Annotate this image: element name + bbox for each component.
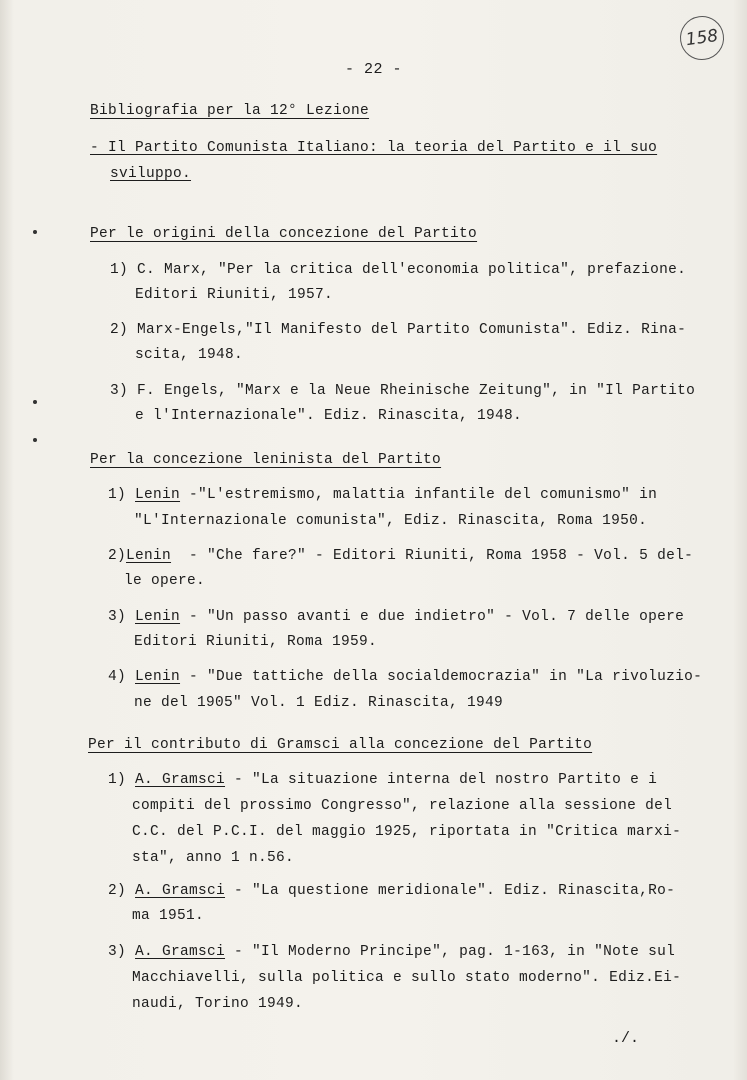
margin-mark (33, 438, 37, 442)
bibliography-item: 2)Lenin - "Che fare?" - Editori Riuniti, Roma 1958 - Vol. 5 del- (108, 548, 694, 564)
bibliography-item-continued: Editori Riuniti, 1957. (135, 287, 334, 303)
subtitle-line: - Il Partito Comunista Italiano: la teoria del Partito e il suo (90, 140, 658, 156)
author: A. Gramsci (135, 883, 226, 899)
page-title: Bibliografia per la 12° Lezione (90, 103, 370, 119)
bibliography-item-continued: sta", anno 1 n.56. (132, 850, 295, 866)
bibliography-item: 3) A. Gramsci - "Il Moderno Principe", pag. 1-163, in "Note sul (108, 944, 676, 960)
page-number: - 22 - (344, 61, 402, 78)
author: Lenin (126, 548, 172, 564)
bibliography-item-continued: Editori Riuniti, Roma 1959. (134, 634, 378, 650)
bibliography-item: 3) Lenin - "Un passo avanti e due indietro" - Vol. 7 delle opere (108, 609, 685, 625)
bibliography-item-continued: compiti del prossimo Congresso", relazione alla sessione del (132, 798, 673, 814)
bibliography-item: 2) Marx-Engels,"Il Manifesto del Partito Comunista". Ediz. Rina- (110, 322, 687, 338)
bibliography-item-continued: "L'Internazionale comunista", Ediz. Rinascita, Roma 1950. (134, 513, 648, 529)
bibliography-item: 1) Lenin -"L'estremismo, malattia infantile del comunismo" in (108, 487, 658, 503)
margin-mark (33, 230, 37, 234)
section-heading: Per la concezione leninista del Partito (90, 452, 442, 468)
bibliography-item: 3) F. Engels, "Marx e la Neue Rheinische Zeitung", in "Il Partito (110, 383, 696, 399)
author: Lenin (135, 669, 181, 685)
bibliography-item-continued: e l'Internazionale". Ediz. Rinascita, 1948. (135, 408, 523, 424)
bibliography-item-continued: ma 1951. (132, 908, 205, 924)
subtitle-line: sviluppo. (110, 166, 192, 182)
margin-mark (33, 400, 37, 404)
bibliography-item: 4) Lenin - "Due tattiche della socialdemocrazia" in "La rivoluzio- (108, 669, 703, 685)
author: A. Gramsci (135, 772, 226, 788)
bibliography-item: 2) A. Gramsci - "La questione meridionale". Ediz. Rinascita,Ro- (108, 883, 676, 899)
bibliography-item-continued: Macchiavelli, sulla politica e sullo stato moderno". Ediz.Ei- (132, 970, 682, 986)
section-heading: Per il contributo di Gramsci alla concezione del Partito (88, 737, 593, 753)
bibliography-item-continued: C.C. del P.C.I. del maggio 1925, riportata in "Critica marxi- (132, 824, 682, 840)
bibliography-item-continued: scita, 1948. (135, 347, 244, 363)
section-heading: Per le origini della concezione del Partito (90, 226, 478, 242)
author: Lenin (135, 487, 181, 503)
bibliography-item-continued: ne del 1905" Vol. 1 Ediz. Rinascita, 1949 (134, 695, 504, 711)
bibliography-item: 1) C. Marx, "Per la critica dell'economia politica", prefazione. (110, 262, 687, 278)
bibliography-item-continued: naudi, Torino 1949. (132, 996, 304, 1012)
bibliography-item-continued: le opere. (124, 573, 206, 589)
author: A. Gramsci (135, 944, 226, 960)
page-stamp: 158 (677, 13, 727, 63)
author: Lenin (135, 609, 181, 625)
continuation-mark: ./. (612, 1030, 640, 1047)
bibliography-item: 1) A. Gramsci - "La situazione interna del nostro Partito e i (108, 772, 658, 788)
